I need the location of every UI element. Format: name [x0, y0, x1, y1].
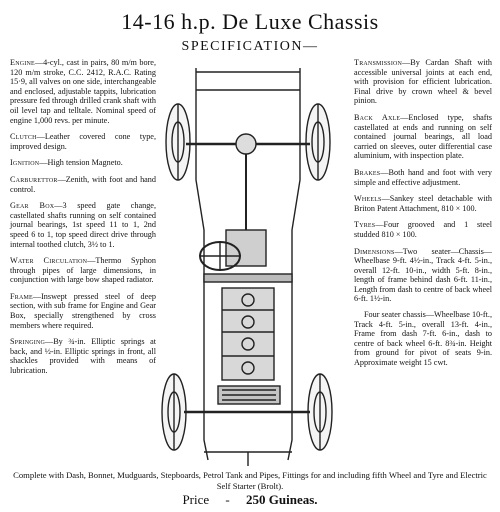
spec-heading: Brakes — [354, 167, 381, 177]
right-spec-column — [354, 58, 492, 375]
spec-brakes — [354, 168, 492, 187]
page-title: 14-16 h.p. De Luxe Chassis — [121, 9, 379, 34]
steering-wheel — [200, 242, 240, 270]
spec-text: —Two seater—Chassis—Wheelbase 9-ft. 4½-in., Track 4-ft. 5-in., overall 12-ft. 10-in., width 5-ft. 8-in., length of frame behind dash 6-ft. 11-in., Length from dash to centre of back wheel 6-ft. 1½-in. — [354, 246, 492, 304]
spec-heading: Back Axle — [354, 112, 401, 122]
spec-wheels — [354, 194, 492, 213]
front-left-wheel — [166, 104, 190, 180]
spec-four-seater-text: Four seater chassis—Wheelbase 10-ft., Track 4-ft. 5-in., overall 13-ft. 4-in., Frame from dash 7-ft. 6-in., dash to centre of back wheel 6-ft. 8¾-in. Height from ground for pivot of seats 9-in. Approximate weight 15 cwt. — [354, 310, 493, 368]
spec-ignition — [10, 158, 156, 168]
spec-text: —Four grooved and 1 steel studded 810 × 100. — [354, 220, 492, 239]
spec-text: —By ¾-in. Elliptic springs at back, and ½-in. Elliptic springs in front, all shackles provided with means of lubrication. — [10, 337, 156, 376]
spec-text: —3 speed gate change, castellated shafts running on self contained journal bearings, 1st speed 11 to 1, 2nd speed 6 to 1, top speed direct drive through internal toothed clutch, 3½ to 1. — [10, 201, 156, 249]
spec-text: —Zenith, with foot and hand control. — [10, 174, 156, 194]
page-subtitle: SPECIFICATION— — [181, 39, 319, 54]
spec-heading: Frame — [10, 291, 33, 301]
spec-heading: Transmission — [354, 58, 403, 67]
dash-board — [204, 274, 292, 282]
gear-box — [226, 230, 266, 266]
engine — [222, 288, 274, 380]
spec-text: —By Cardan Shaft with accessible universal joints at each end, with provision for efficient lubrication. Final drive by crown wheel & bevel pinion. — [354, 58, 492, 106]
spec-text: —Sankey steel detachable with Briton Patent Attachment, 810 × 100. — [354, 194, 492, 213]
spec-back-axle — [354, 113, 492, 161]
spec-text: —4-cyl., cast in pairs, 80 m/m bore, 120 m/m stroke, C.C. 2412, R.A.C. Rating 15·9, all valves on one side, interchangeable and enclosed, adjustable tappits, lubrication pressure fed through drilled crank shaft with oil level tap and telltale. Nominal speed of engine 1,000 revs. per minute. — [10, 58, 156, 125]
spec-heading: Ignition — [10, 158, 40, 168]
price-label: Price — [182, 492, 210, 507]
rear-left-wheel — [162, 374, 186, 450]
spec-dimensions — [354, 247, 492, 368]
spec-heading: Springing — [10, 337, 46, 347]
spec-heading: Engine — [10, 58, 35, 67]
left-spec-column — [10, 58, 156, 383]
spec-heading: Clutch — [10, 132, 37, 142]
spec-text: —Inswept pressed steel of deep section, with sub frame for Engine and Gear Box, specially strengthened by cross members where required. — [10, 291, 156, 330]
spec-text: —High tension Magneto. — [39, 158, 123, 168]
chassis-illustration — [160, 60, 340, 468]
spec-gear-box — [10, 201, 156, 249]
spec-transmission — [354, 58, 492, 106]
included-fittings-note: Complete with Dash, Bonnet, Mudguards, Stepboards, Petrol Tank and Pipes, Fittings for and including fifth Wheel and Tyre and Electric Self Starter (Brolt). — [13, 470, 487, 491]
radiator — [218, 386, 280, 404]
spec-heading: Water Circulation — [10, 256, 88, 266]
spec-heading: Tyres — [354, 220, 376, 230]
spec-text: —Enclosed type, shafts castellated at ends and running on self contained journal bearings, all load carried on sleeves, outer differential case aluminium, with inspection plate. — [354, 112, 492, 161]
spec-text: —Thermo Syphon through pipes of large dimensions, in conjunction with large bow shaped radiator. — [10, 256, 156, 285]
spec-springing — [10, 337, 156, 375]
rear-right-wheel — [308, 374, 332, 450]
spec-heading: Gear Box — [10, 201, 55, 211]
spec-engine — [10, 58, 156, 125]
rear-axle — [186, 134, 310, 154]
spec-heading: Dimensions — [354, 246, 395, 256]
price-separator: - — [225, 492, 230, 507]
spec-water-circulation — [10, 256, 156, 285]
spec-carburettor — [10, 175, 156, 194]
spec-frame — [10, 292, 156, 330]
price-value: 250 Guineas. — [246, 492, 318, 507]
front-right-wheel — [306, 104, 330, 180]
price-line — [0, 492, 500, 508]
spec-clutch — [10, 132, 156, 151]
spec-text: —Leather covered cone type, improved design. — [10, 132, 156, 151]
spec-text: —Both hand and foot with very simple and effective adjustment. — [354, 167, 492, 187]
spec-heading: Carburettor — [10, 174, 58, 184]
spec-heading: Wheels — [354, 194, 382, 204]
spec-tyres — [354, 220, 492, 239]
